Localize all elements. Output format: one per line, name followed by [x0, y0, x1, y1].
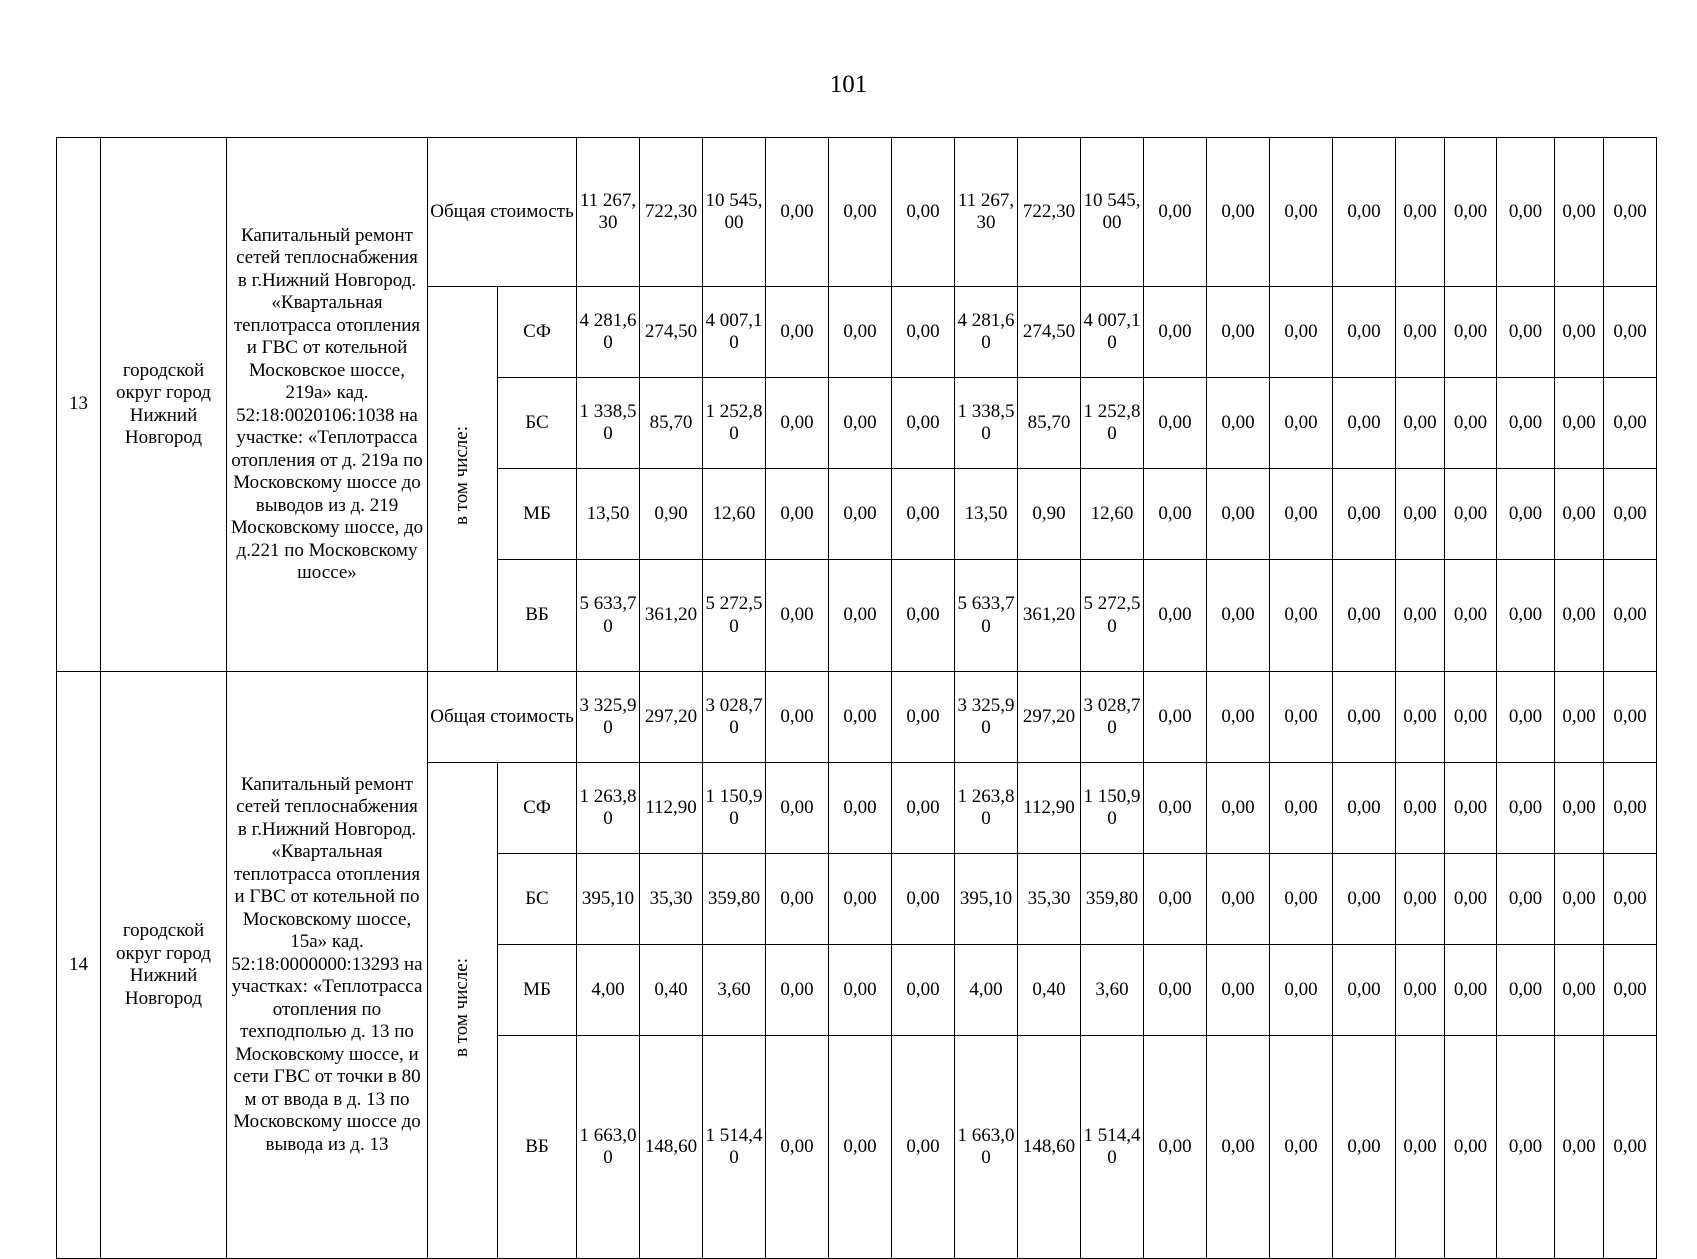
value-cell: 11 267,30 [577, 138, 640, 287]
value-cell: 0,00 [1396, 378, 1445, 469]
value-cell: 1 338,50 [577, 378, 640, 469]
value-cell: 0,00 [1497, 138, 1555, 287]
value-cell: 0,00 [1497, 854, 1555, 945]
value-cell: 112,90 [1018, 763, 1081, 854]
value-cell: 0,00 [1207, 672, 1270, 763]
value-cell: 0,00 [1555, 287, 1604, 378]
value-cell: 0,00 [1445, 287, 1497, 378]
value-cell: 10 545,00 [1081, 138, 1144, 287]
value-cell: 0,00 [1333, 1036, 1396, 1259]
value-cell: 0,00 [1144, 378, 1207, 469]
value-cell: 0,00 [1333, 138, 1396, 287]
value-cell: 0,00 [892, 560, 955, 672]
total-cost-label: Общая стоимость [428, 138, 577, 287]
value-cell: 0,00 [1604, 672, 1657, 763]
value-cell: 3 028,70 [703, 672, 766, 763]
value-cell: 0,00 [1144, 672, 1207, 763]
value-cell: 0,00 [766, 763, 829, 854]
value-cell: 0,00 [1144, 469, 1207, 560]
value-cell: 0,00 [1270, 560, 1333, 672]
value-cell: 0,00 [1270, 138, 1333, 287]
value-cell: 0,00 [1207, 378, 1270, 469]
table-body [57, 138, 1657, 1259]
value-cell: 0,00 [766, 469, 829, 560]
value-cell: 0,00 [1555, 378, 1604, 469]
value-cell: 1 514,40 [703, 1036, 766, 1259]
value-cell: 0,00 [1497, 378, 1555, 469]
value-cell: 0,00 [1604, 469, 1657, 560]
value-cell: 0,00 [1207, 138, 1270, 287]
value-cell: 297,20 [1018, 672, 1081, 763]
funding-source-label: ВБ [498, 560, 577, 672]
value-cell: 0,00 [1396, 1036, 1445, 1259]
value-cell: 1 514,40 [1081, 1036, 1144, 1259]
subtotal-label-cell [428, 763, 498, 1259]
value-cell: 1 150,90 [1081, 763, 1144, 854]
funding-source-label: БС [498, 378, 577, 469]
value-cell: 0,00 [1396, 287, 1445, 378]
value-cell: 0,00 [1555, 560, 1604, 672]
value-cell: 0,00 [892, 763, 955, 854]
value-cell: 3 325,90 [577, 672, 640, 763]
value-cell: 0,00 [892, 469, 955, 560]
value-cell: 0,00 [829, 945, 892, 1036]
value-cell: 297,20 [640, 672, 703, 763]
value-cell: 0,00 [1270, 287, 1333, 378]
value-cell: 0,00 [1396, 945, 1445, 1036]
value-cell: 4 007,10 [703, 287, 766, 378]
value-cell: 1 663,00 [577, 1036, 640, 1259]
value-cell: 3 325,90 [955, 672, 1018, 763]
value-cell: 1 150,90 [703, 763, 766, 854]
value-cell: 0,00 [1144, 1036, 1207, 1259]
value-cell: 0,00 [1144, 560, 1207, 672]
value-cell: 0,00 [1207, 469, 1270, 560]
value-cell: 0,00 [1270, 945, 1333, 1036]
value-cell: 0,90 [640, 469, 703, 560]
value-cell: 0,00 [1604, 763, 1657, 854]
subtotal-label-cell [428, 287, 498, 672]
value-cell: 0,00 [1555, 945, 1604, 1036]
value-cell: 1 338,50 [955, 378, 1018, 469]
value-cell: 0,00 [766, 138, 829, 287]
value-cell: 0,00 [1270, 378, 1333, 469]
value-cell: 0,00 [1396, 763, 1445, 854]
value-cell: 0,00 [829, 672, 892, 763]
value-cell: 5 633,70 [577, 560, 640, 672]
page-number: 101 [829, 71, 868, 98]
value-cell: 0,00 [892, 378, 955, 469]
value-cell: 359,80 [1081, 854, 1144, 945]
value-cell: 148,60 [1018, 1036, 1081, 1259]
value-cell: 0,00 [892, 287, 955, 378]
value-cell: 1 252,80 [1081, 378, 1144, 469]
value-cell: 359,80 [703, 854, 766, 945]
value-cell: 0,00 [1207, 560, 1270, 672]
value-cell: 0,40 [1018, 945, 1081, 1036]
value-cell: 0,00 [829, 287, 892, 378]
value-cell: 5 633,70 [955, 560, 1018, 672]
value-cell: 1 663,00 [955, 1036, 1018, 1259]
budget-table [56, 137, 1657, 1259]
value-cell: 0,00 [766, 1036, 829, 1259]
value-cell: 13,50 [577, 469, 640, 560]
funding-source-label: СФ [498, 763, 577, 854]
value-cell: 0,00 [1144, 763, 1207, 854]
value-cell: 0,00 [829, 560, 892, 672]
value-cell: 0,00 [1207, 763, 1270, 854]
value-cell: 0,00 [829, 763, 892, 854]
value-cell: 35,30 [640, 854, 703, 945]
value-cell: 0,00 [1497, 469, 1555, 560]
value-cell: 0,00 [1333, 560, 1396, 672]
value-cell: 0,00 [829, 854, 892, 945]
value-cell: 0,00 [1333, 378, 1396, 469]
value-cell: 0,00 [829, 138, 892, 287]
project-description: Капитальный ремонт сетей теплоснабжения в г.Нижний Новгород. «Квартальная теплотрасса отопления и ГВС от котельной Московское шоссе, 219а» кад. 52:18:0020106:1038 на участке: «Теплотрасса отопления от д. 219а по Московскому шоссе до выводов из д. 219 Московскому шоссе, до д.221 по Московскому шоссе» [227, 138, 428, 672]
value-cell: 0,00 [1333, 945, 1396, 1036]
value-cell: 4,00 [955, 945, 1018, 1036]
value-cell: 0,00 [1604, 138, 1657, 287]
value-cell: 0,00 [1207, 1036, 1270, 1259]
value-cell: 3 028,70 [1081, 672, 1144, 763]
funding-source-label: БС [498, 854, 577, 945]
value-cell: 0,00 [1333, 854, 1396, 945]
value-cell: 361,20 [640, 560, 703, 672]
value-cell: 0,00 [892, 1036, 955, 1259]
value-cell: 10 545,00 [703, 138, 766, 287]
project-description: Капитальный ремонт сетей теплоснабжения в г.Нижний Новгород. «Квартальная теплотрасса отопления и ГВС от котельной по Московскому шоссе, 15а» кад. 52:18:0000000:13293 на участках: «Теплотрасса отопления по техподполью д. 13 по Московскому шоссе, и сети ГВС от точки в 80 м от ввода в д. 13 по Московскому шоссе до вывода из д. 13 [227, 672, 428, 1259]
value-cell: 0,00 [1555, 672, 1604, 763]
value-cell: 0,00 [1604, 378, 1657, 469]
value-cell: 0,00 [829, 469, 892, 560]
funding-source-label: ВБ [498, 1036, 577, 1259]
value-cell: 0,00 [1555, 763, 1604, 854]
municipality-cell: городской округ город Нижний Новгород [101, 138, 227, 672]
value-cell: 0,00 [766, 560, 829, 672]
value-cell: 0,00 [1445, 1036, 1497, 1259]
value-cell: 0,00 [1144, 854, 1207, 945]
value-cell: 0,00 [1604, 560, 1657, 672]
value-cell: 0,00 [829, 1036, 892, 1259]
value-cell: 4 281,60 [955, 287, 1018, 378]
value-cell: 0,00 [1445, 378, 1497, 469]
value-cell: 0,00 [1497, 287, 1555, 378]
total-cost-label: Общая стоимость [428, 672, 577, 763]
row-number: 14 [57, 672, 101, 1259]
value-cell: 0,00 [1207, 854, 1270, 945]
value-cell: 35,30 [1018, 854, 1081, 945]
value-cell: 0,00 [1604, 1036, 1657, 1259]
value-cell: 395,10 [955, 854, 1018, 945]
funding-source-label: МБ [498, 469, 577, 560]
value-cell: 0,00 [1144, 945, 1207, 1036]
value-cell: 0,00 [1144, 138, 1207, 287]
value-cell: 395,10 [577, 854, 640, 945]
value-cell: 5 272,50 [703, 560, 766, 672]
value-cell: 0,00 [892, 945, 955, 1036]
value-cell: 112,90 [640, 763, 703, 854]
value-cell: 4 007,10 [1081, 287, 1144, 378]
table-row-total [57, 138, 1657, 287]
value-cell: 0,00 [1445, 672, 1497, 763]
value-cell: 0,00 [1333, 672, 1396, 763]
table-row-total [57, 672, 1657, 763]
value-cell: 0,00 [1555, 138, 1604, 287]
value-cell: 0,00 [1333, 469, 1396, 560]
value-cell: 1 263,80 [955, 763, 1018, 854]
value-cell: 0,00 [829, 378, 892, 469]
value-cell: 0,00 [766, 672, 829, 763]
value-cell: 0,00 [892, 138, 955, 287]
value-cell: 0,00 [1445, 138, 1497, 287]
value-cell: 0,00 [1270, 854, 1333, 945]
value-cell: 13,50 [955, 469, 1018, 560]
funding-source-label: МБ [498, 945, 577, 1036]
value-cell: 0,00 [766, 945, 829, 1036]
value-cell: 0,00 [892, 672, 955, 763]
value-cell: 0,00 [1270, 763, 1333, 854]
value-cell: 0,00 [1207, 287, 1270, 378]
value-cell: 0,00 [1396, 469, 1445, 560]
municipality-cell: городской округ город Нижний Новгород [101, 672, 227, 1259]
subtotal-label: в том числе: [451, 957, 473, 1057]
value-cell: 274,50 [1018, 287, 1081, 378]
value-cell: 0,00 [1497, 560, 1555, 672]
value-cell: 0,00 [1445, 854, 1497, 945]
value-cell: 0,00 [766, 378, 829, 469]
value-cell: 1 252,80 [703, 378, 766, 469]
value-cell: 0,00 [892, 854, 955, 945]
value-cell: 0,00 [1604, 287, 1657, 378]
value-cell: 4,00 [577, 945, 640, 1036]
value-cell: 5 272,50 [1081, 560, 1144, 672]
value-cell: 12,60 [1081, 469, 1144, 560]
value-cell: 85,70 [1018, 378, 1081, 469]
value-cell: 0,90 [1018, 469, 1081, 560]
value-cell: 0,00 [766, 854, 829, 945]
value-cell: 0,00 [1445, 560, 1497, 672]
value-cell: 0,00 [1555, 1036, 1604, 1259]
value-cell: 0,00 [766, 287, 829, 378]
value-cell: 0,00 [1396, 560, 1445, 672]
value-cell: 722,30 [640, 138, 703, 287]
value-cell: 0,00 [1333, 287, 1396, 378]
value-cell: 0,00 [1396, 138, 1445, 287]
value-cell: 0,00 [1396, 672, 1445, 763]
value-cell: 11 267,30 [955, 138, 1018, 287]
value-cell: 0,40 [640, 945, 703, 1036]
value-cell: 0,00 [1207, 945, 1270, 1036]
value-cell: 148,60 [640, 1036, 703, 1259]
value-cell: 85,70 [640, 378, 703, 469]
value-cell: 0,00 [1445, 945, 1497, 1036]
value-cell: 0,00 [1604, 854, 1657, 945]
value-cell: 0,00 [1497, 672, 1555, 763]
value-cell: 274,50 [640, 287, 703, 378]
value-cell: 0,00 [1604, 945, 1657, 1036]
value-cell: 12,60 [703, 469, 766, 560]
value-cell: 0,00 [1497, 763, 1555, 854]
value-cell: 0,00 [1445, 763, 1497, 854]
value-cell: 0,00 [1497, 945, 1555, 1036]
value-cell: 4 281,60 [577, 287, 640, 378]
value-cell: 0,00 [1445, 469, 1497, 560]
value-cell: 722,30 [1018, 138, 1081, 287]
value-cell: 0,00 [1270, 1036, 1333, 1259]
value-cell: 3,60 [703, 945, 766, 1036]
value-cell: 361,20 [1018, 560, 1081, 672]
value-cell: 3,60 [1081, 945, 1144, 1036]
value-cell: 0,00 [1144, 287, 1207, 378]
funding-source-label: СФ [498, 287, 577, 378]
row-number: 13 [57, 138, 101, 672]
value-cell: 0,00 [1497, 1036, 1555, 1259]
value-cell: 0,00 [1270, 469, 1333, 560]
value-cell: 0,00 [1555, 854, 1604, 945]
value-cell: 0,00 [1555, 469, 1604, 560]
value-cell: 1 263,80 [577, 763, 640, 854]
value-cell: 0,00 [1270, 672, 1333, 763]
subtotal-label: в том числе: [451, 426, 473, 526]
value-cell: 0,00 [1396, 854, 1445, 945]
value-cell: 0,00 [1333, 763, 1396, 854]
